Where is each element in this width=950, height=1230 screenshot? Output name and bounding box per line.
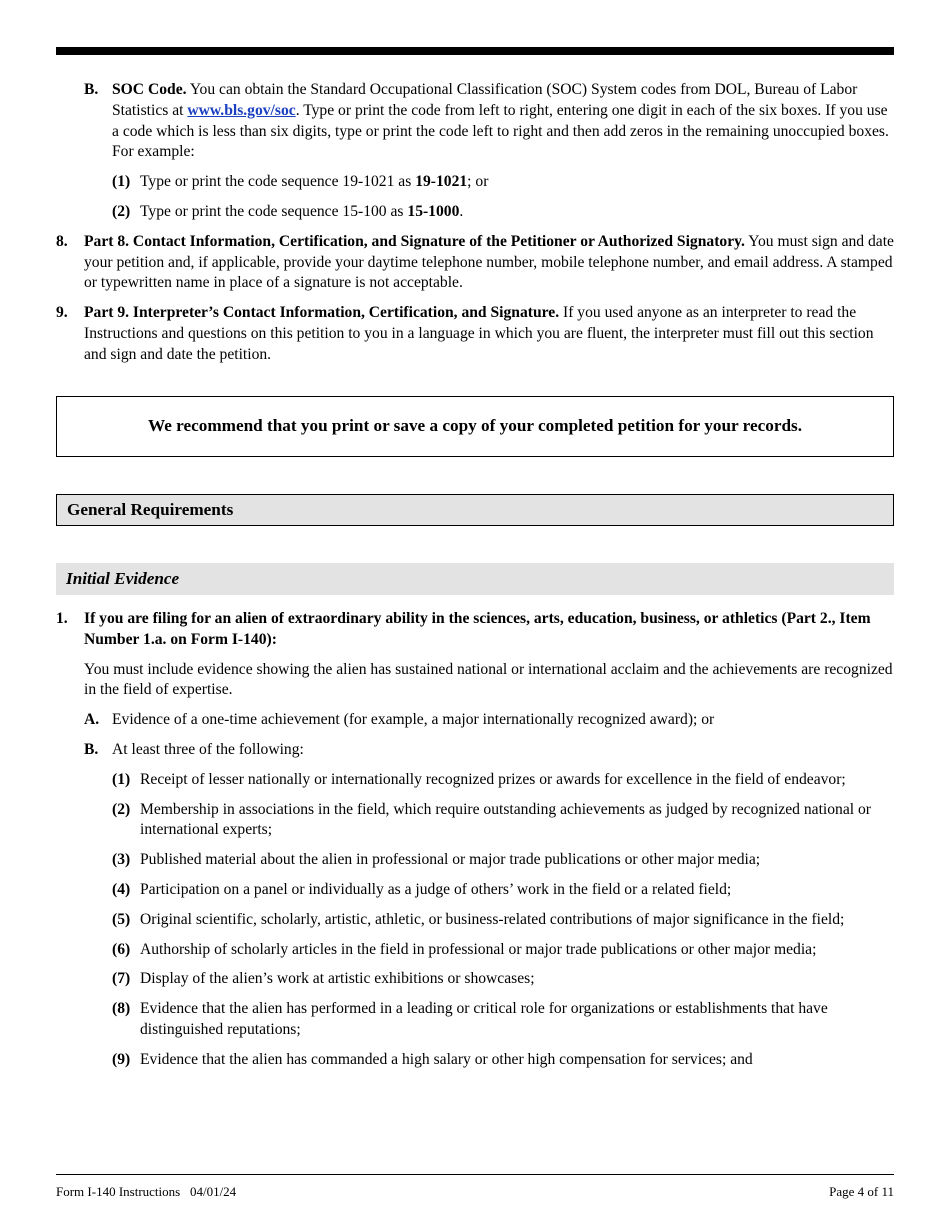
criteria-item bbox=[112, 1050, 894, 1071]
item-heading: SOC Code. bbox=[112, 81, 187, 98]
criteria-item bbox=[112, 969, 894, 990]
example-label: (2) bbox=[112, 202, 131, 220]
criteria-text: Receipt of lesser nationally or internationally recognized prizes or awards for excellence in the field of endeavor; bbox=[140, 770, 846, 788]
item-heading: If you are filing for an alien of extraordinary ability in the sciences, arts, education, business, or athletics (Part 2., Item Number 1.a. on Form I-140): bbox=[84, 610, 871, 648]
top-rule bbox=[56, 47, 894, 55]
item-label: 8. bbox=[56, 232, 68, 250]
criteria-item bbox=[112, 880, 894, 901]
item-text: . Type or print the code from left to right, entering one digit in each of the six boxes. If you use a code which is less than six digits, type or print the code left to right and then add zeros in the remaining unoccupied boxes. For example: bbox=[112, 101, 889, 161]
criteria-item bbox=[112, 999, 894, 1041]
example-code: 15-1000 bbox=[407, 202, 460, 220]
example-text: Type or print the code sequence 15-100 as bbox=[140, 202, 408, 220]
criteria-text: Display of the alien’s work at artistic exhibitions or showcases; bbox=[140, 970, 535, 988]
part-9-item bbox=[56, 303, 894, 365]
example-label: (1) bbox=[112, 173, 131, 191]
criteria-text: Membership in associations in the field, which require outstanding achievements as judged by recognized national or international experts; bbox=[140, 800, 871, 839]
criteria-label: (7) bbox=[112, 970, 131, 988]
soc-code-item bbox=[84, 80, 894, 163]
item-text: You can obtain the Standard Occupational Classification (SOC) System codes from DOL, Bureau of Labor Statistics at bbox=[112, 81, 858, 119]
criteria-item bbox=[112, 910, 894, 931]
criteria-label: (4) bbox=[112, 880, 131, 898]
item-text: If you used anyone as an interpreter to read the Instructions and questions on this petition to you in a language in which you are fluent, the interpreter must fill out this section and sign and date the petition. bbox=[84, 304, 874, 363]
item-text: Evidence of a one-time achievement (for example, a major internationally recognized award); or bbox=[112, 711, 715, 729]
criteria-label: (8) bbox=[112, 1000, 131, 1018]
subsection-heading: Initial Evidence bbox=[56, 563, 894, 595]
criteria-label: (9) bbox=[112, 1050, 131, 1068]
bls-link[interactable]: www.bls.gov/soc bbox=[187, 101, 296, 119]
example-tail: ; or bbox=[467, 173, 489, 191]
item-text: At least three of the following: bbox=[112, 740, 304, 758]
criteria-item bbox=[112, 800, 894, 842]
evidence-intro: You must include evidence showing the alien has sustained national or international acclaim and the achievements are recognized in the field of expertise. bbox=[84, 660, 893, 699]
footer-rule bbox=[56, 1174, 894, 1175]
section-heading: General Requirements bbox=[56, 494, 894, 526]
item-label: B. bbox=[84, 740, 99, 758]
item-heading: Part 9. Interpreter’s Contact Information, Certification, and Signature. bbox=[84, 304, 560, 322]
instructions-upper bbox=[56, 80, 894, 375]
criteria-item bbox=[112, 940, 894, 961]
criteria-text: Original scientific, scholarly, artistic, athletic, or business-related contributions of major significance in the field; bbox=[140, 910, 845, 928]
criteria-text: Authorship of scholarly articles in the field in professional or major trade publications or other major media; bbox=[140, 940, 817, 958]
example-item bbox=[112, 202, 894, 223]
item-label: A. bbox=[84, 711, 100, 729]
example-code: 19-1021 bbox=[415, 173, 468, 191]
criteria-label: (3) bbox=[112, 851, 131, 869]
initial-evidence-section bbox=[56, 609, 894, 1080]
evidence-item bbox=[56, 609, 894, 651]
criteria-text: Published material about the alien in professional or major trade publications or other major media; bbox=[140, 851, 761, 869]
example-item bbox=[112, 172, 894, 193]
evidence-option-b bbox=[84, 740, 894, 761]
criteria-label: (2) bbox=[112, 800, 131, 818]
criteria-list bbox=[56, 770, 894, 1071]
example-text: Type or print the code sequence 19-1021 as bbox=[140, 173, 416, 191]
form-id: Form I-140 Instructions 04/01/24 bbox=[56, 1184, 237, 1199]
criteria-label: (6) bbox=[112, 940, 131, 958]
part-8-item bbox=[56, 232, 894, 294]
item-heading: Part 8. Contact Information, Certification, and Signature of the Petitioner or Authorized Signatory. bbox=[84, 232, 745, 250]
example-tail: . bbox=[459, 202, 464, 220]
criteria-item bbox=[112, 850, 894, 871]
item-label: 1. bbox=[56, 610, 68, 627]
item-text: You must sign and date your petition and, if applicable, provide your daytime telephone number, mobile telephone number, and email address. A stamped or typewritten name in place of a signature is not acceptable. bbox=[84, 232, 894, 292]
criteria-label: (1) bbox=[112, 770, 131, 788]
criteria-text: Evidence that the alien has commanded a high salary or other high compensation for services; and bbox=[140, 1050, 753, 1068]
criteria-text: Participation on a panel or individually as a judge of others’ work in the field or a related field; bbox=[140, 880, 732, 898]
criteria-item bbox=[112, 770, 894, 791]
recommendation-callout: We recommend that you print or save a copy of your completed petition for your records. bbox=[56, 396, 894, 457]
page-number: Page 4 of 11 bbox=[829, 1184, 894, 1199]
criteria-text: Evidence that the alien has performed in a leading or critical role for organizations or establishments that have distinguished reputations; bbox=[140, 1000, 828, 1038]
item-label: 9. bbox=[56, 304, 68, 322]
item-label: B. bbox=[84, 81, 99, 98]
criteria-label: (5) bbox=[112, 910, 131, 928]
evidence-option-a bbox=[84, 710, 894, 731]
